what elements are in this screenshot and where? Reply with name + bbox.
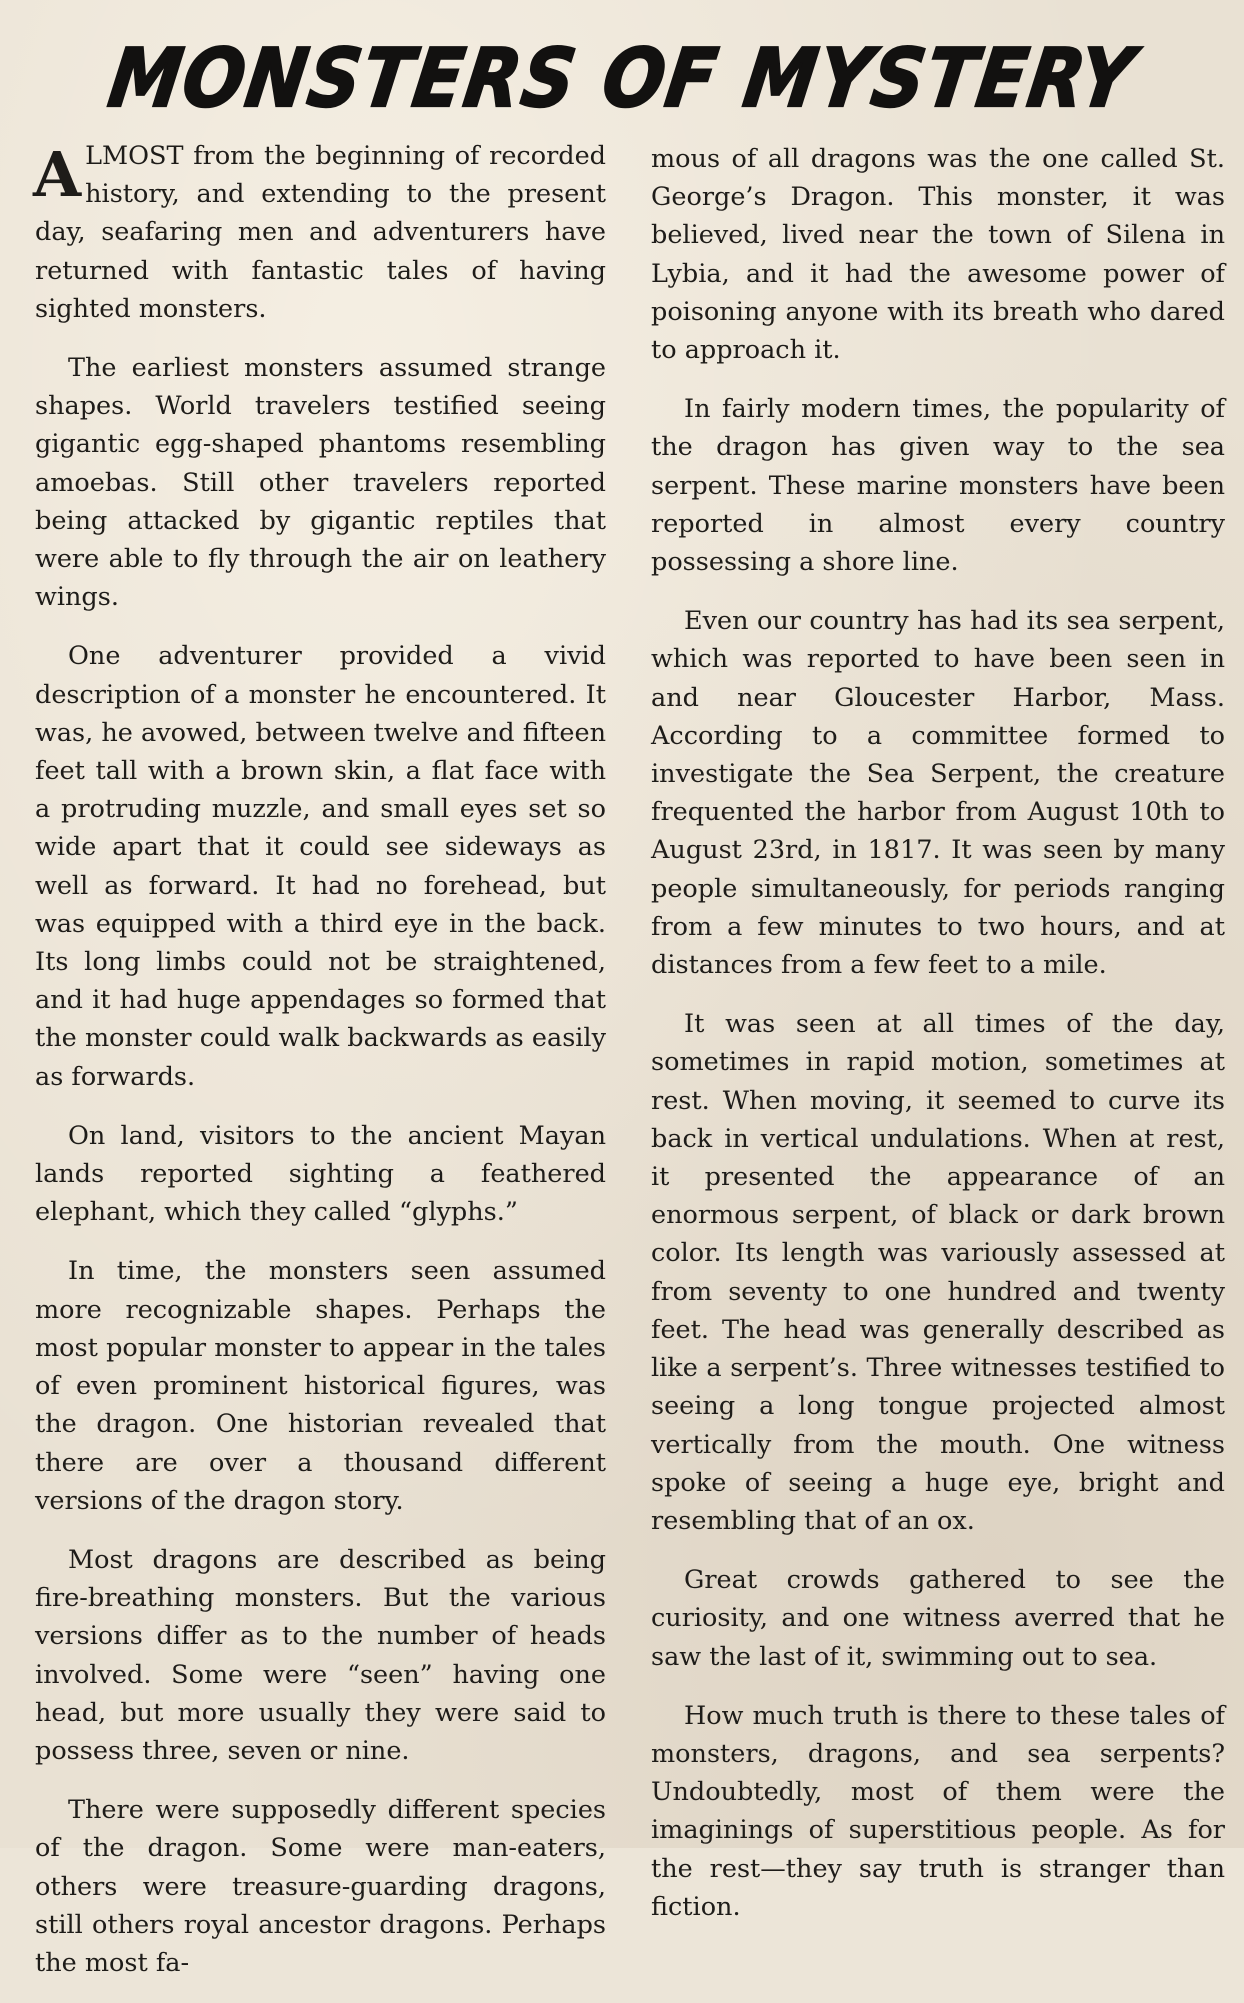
paragraph: In time, the monsters seen assumed more recognizable shapes. Perhaps the most popular monster to appear in the tales of even prominent historical figures, was the dragon. One historian revealed that there are over a thousand different versions of the dragon story. [35, 1256, 606, 1516]
paragraph: Most dragons are described as being fire-breathing monsters. But the various versions differ as to the number of heads involved. Some were “seen” having one head, but more usually they were said to possess three, seven or nine. [35, 1544, 606, 1766]
paragraph: On land, visitors to the ancient Mayan lands reported sighting a feathered elephant, which they called “glyphs.” [35, 1120, 606, 1228]
paragraph: The earliest monsters assumed strange shapes. World travelers testified seeing gigantic egg-shaped phantoms resembling amoebas. Still other travelers reported being attacked by gigantic reptiles that were able to fly through the air on leathery wings. [35, 353, 606, 613]
paragraph: mous of all dragons was the one called St. George’s Dragon. This monster, it was believed, lived near the town of Silena in Lybia, and it had the awesome power of poisoning anyone with its breath who dared to approach it. [651, 144, 1225, 366]
drop-cap: A [33, 138, 82, 211]
paragraph: In fairly modern times, the popularity of the dragon has given way to the sea serpent. These marine monsters have been reported in almost every country possessing a shore line. [651, 394, 1225, 578]
paragraph: Even our country has had its sea serpent, which was reported to have been seen in and near Gloucester Harbor, Mass. According to a committee formed to investigate the Sea Serpent, the creature frequented the harbor from August 10th to August 23rd, in 1817. It was seen by many people simultaneously, for periods ranging from a few minutes to two hours, and at distances from a few feet to a mile. [651, 606, 1225, 981]
paragraph: It was seen at all times of the day, sometimes in rapid motion, sometimes at rest. When moving, it seemed to curve its back in vertical undulations. When at rest, it presented the appearance of an enormous serpent, of black or dark brown color. Its length was variously assessed at from seventy to one hundred and twenty feet. The head was generally described as like a serpent’s. Three witnesses testified to seeing a long tongue projected almost vertically from the mouth. One witness spoke of seeing a huge eye, bright and resembling that of an ox. [651, 1009, 1225, 1536]
article-title: MONSTERS OF MYSTERY [103, 30, 1141, 126]
left-column [35, 137, 606, 2003]
paragraph: There were supposedly different species of the dragon. Some were man-eaters, others were treasure-guarding dragons, still others royal ancestor dragons. Perhaps the most fa- [35, 1795, 606, 1978]
paragraph: One adventurer provided a vivid description of a monster he encountered. It was, he avowed, between twelve and fifteen feet tall with a brown skin, a flat face with a protruding muzzle, and small eyes set so wide apart that it could see sideways as well as forward. It had no forehead, but was equipped with a third eye in the back. Its long limbs could not be straightened, and it had huge appendages so formed that the monster could walk backwards as easily as forwards. [35, 641, 606, 1092]
paragraph [35, 137, 606, 328]
paragraph-text: LMOST from the beginning of recorded history, and extending to the present day, seafaring men and adventurers have returned with fantastic tales of having sighted monsters. [35, 141, 606, 324]
paragraph: Great crowds gathered to see the curiosity, and one witness averred that he saw the last of it, swimming out to sea. [651, 1565, 1225, 1672]
paragraph: How much truth is there to these tales of monsters, dragons, and sea serpents? Undoubtedly, most of them were the imaginings of superstitious people. As for the rest—they say truth is stranger than fiction. [651, 1700, 1225, 1922]
right-column [651, 140, 1225, 1947]
